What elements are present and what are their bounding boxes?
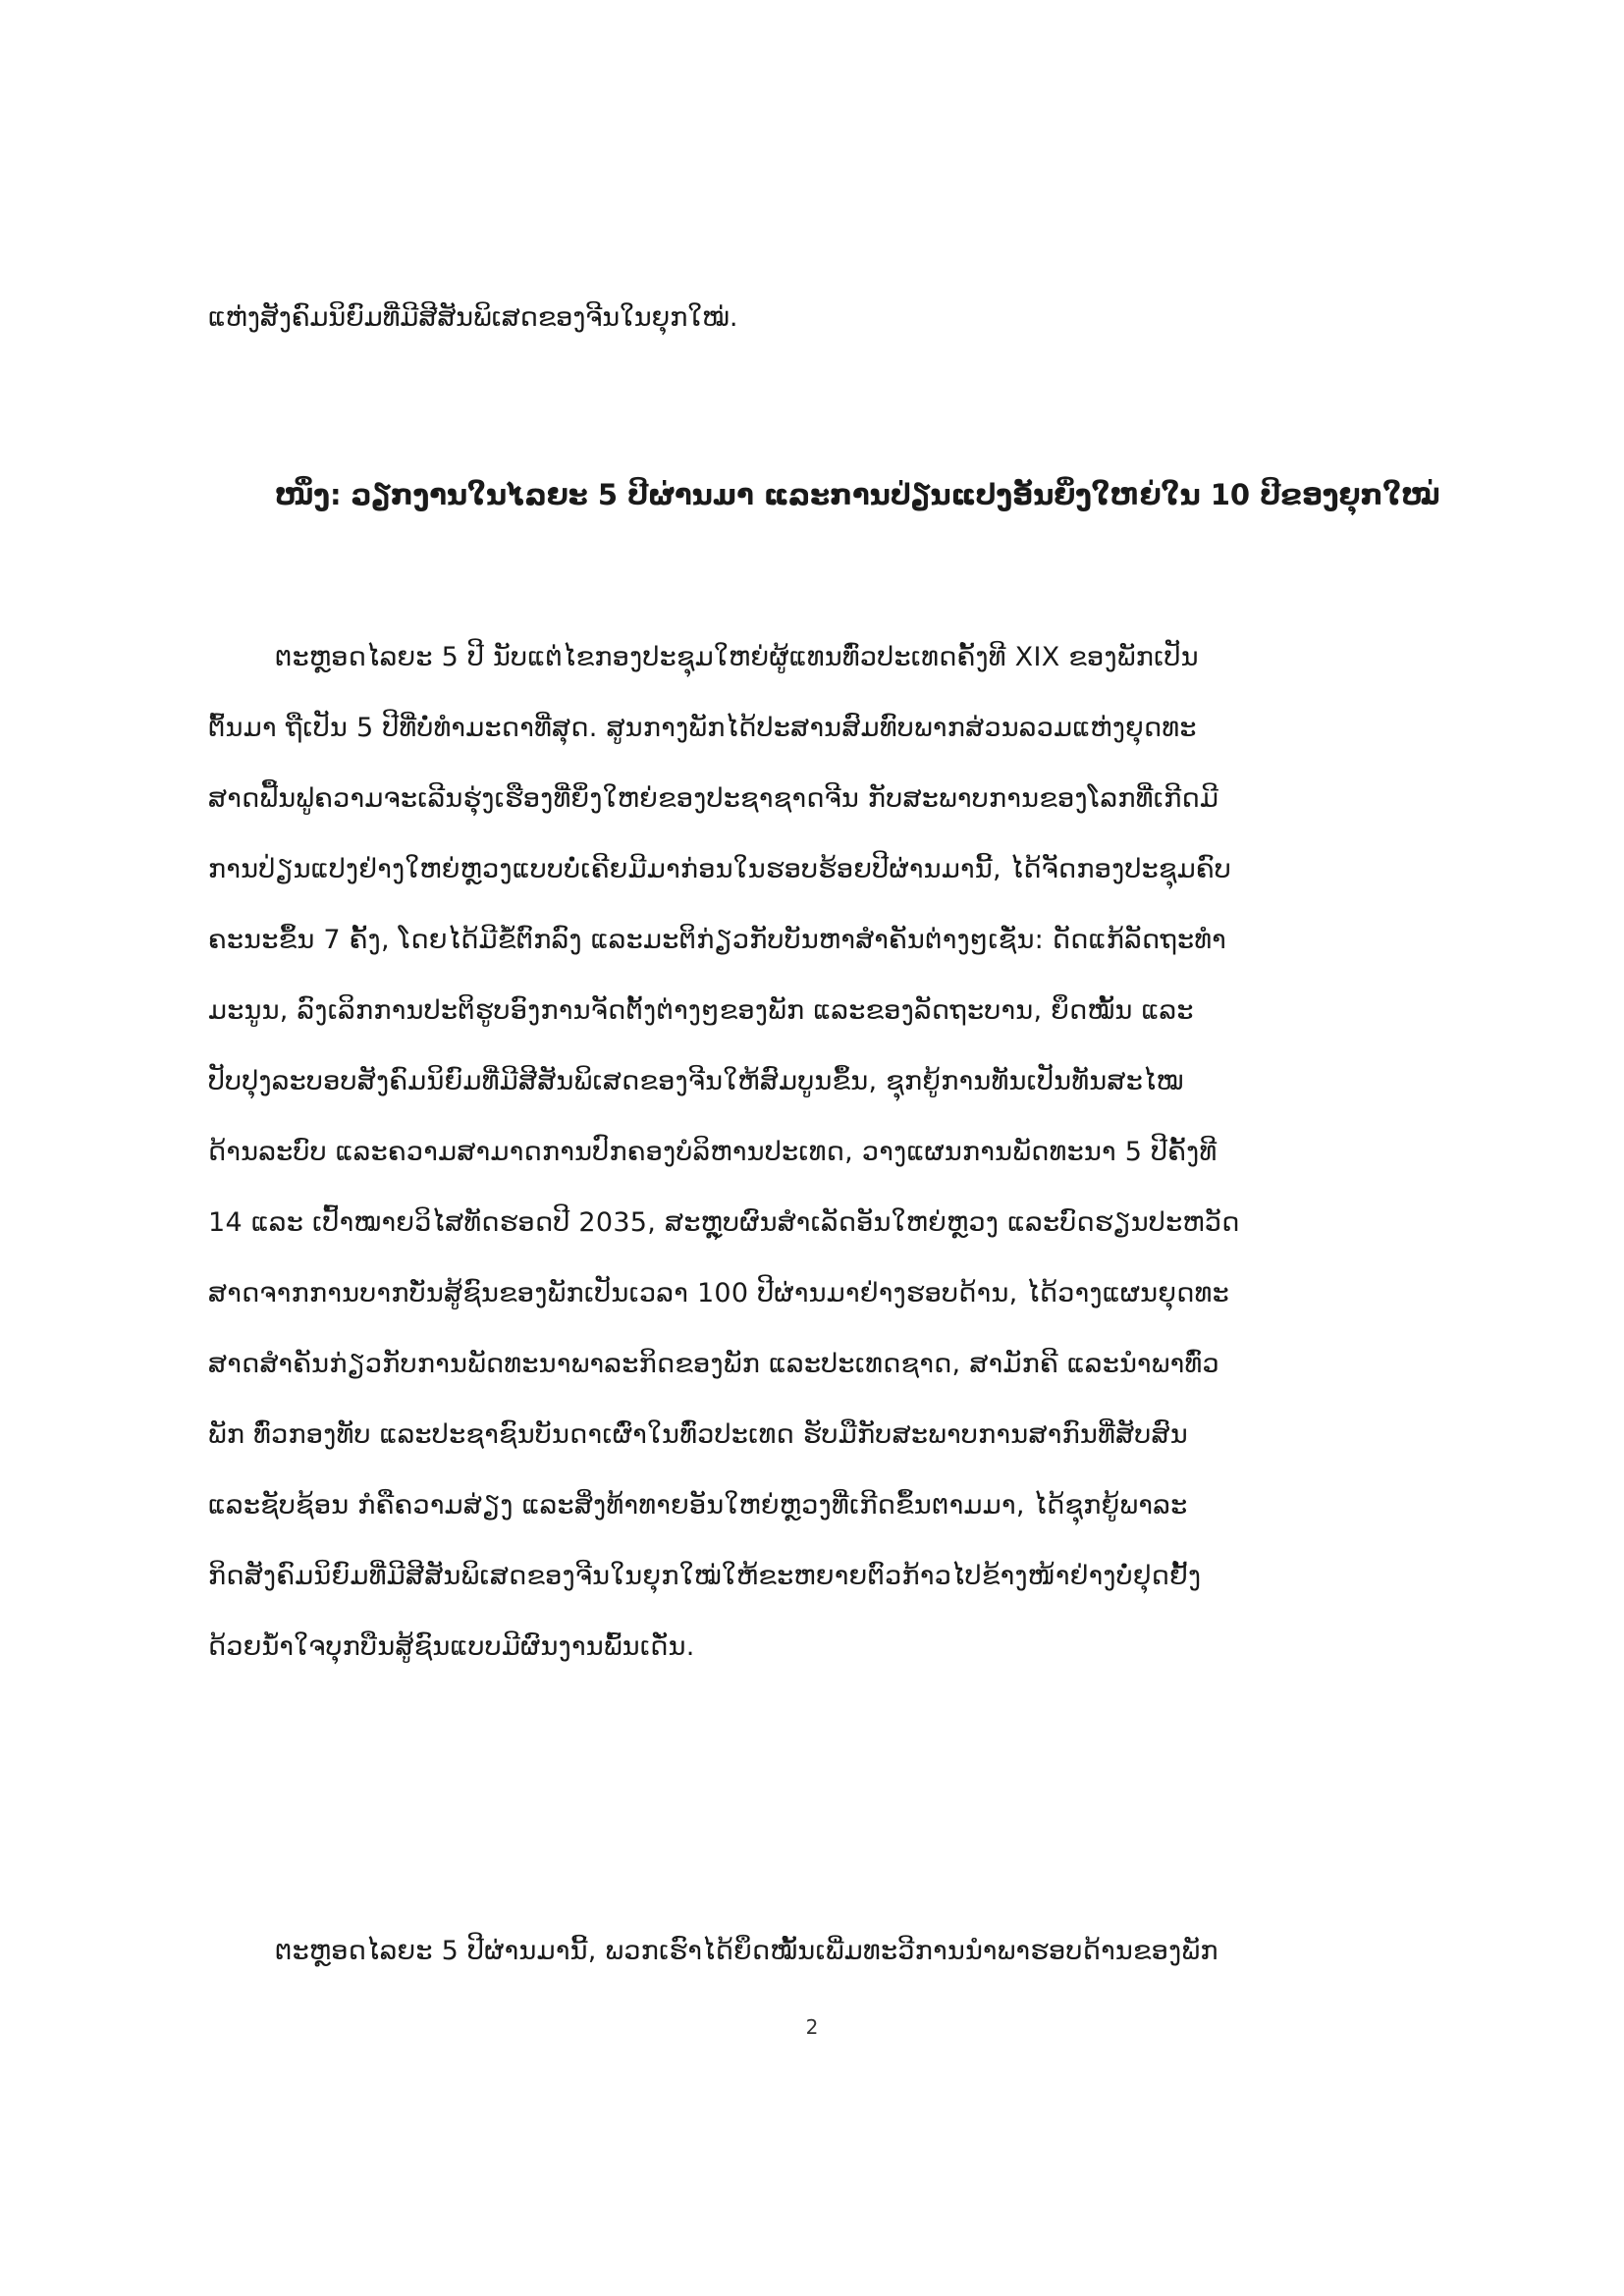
paragraph-line: ສາດສຳຄັນກ່ຽວກັບການພັດທະນາພາລະກິດຂອງພັກ ແລະປະເທດຊາດ, ສາມັກຄີ ແລະນຳພາທົ່ວ [208,1349,1219,1379]
paragraph-2 [208,1916,1416,1987]
lead-line: ແຫ່ງສັງຄົມນິຍົມທີ່ມີສີສັນພິເສດຂອງຈີນໃນຍຸກໃໝ່. [208,302,738,333]
paragraph-line: ຕະຫຼອດໄລຍະ 5 ປີ ນັບແຕ່ໄຂກອງປະຊຸມໃຫຍ່ຜູ້ແທນທົ່ວປະເທດຄັ້ງທີ XIX ຂອງພັກເປັນ [275,642,1199,672]
paragraph-line: ດ້ານລະບົບ ແລະຄວາມສາມາດການປົກຄອງບໍລິຫານປະເທດ, ວາງແຜນການພັດທະນາ 5 ປີຄັ້ງທີ [208,1137,1218,1167]
paragraph-line: ພັກ ທົ່ວກອງທັບ ແລະປະຊາຊົນບັນດາເຜົ່າໃນທົ່ວປະເທດ ຮັບມືກັບສະພາບການສາກົນທີ່ສັບສົນ [208,1419,1188,1450]
paragraph-line: ກິດສັງຄົມນິຍົມທີ່ມີສີສັນພິເສດຂອງຈີນໃນຍຸກໃໝ່ໃຫ້ຂະຫຍາຍຕົວກ້າວໄປຂ້າງໜ້າຢ່າງບໍ່ຢຸດຢັ້ງ [208,1561,1202,1591]
paragraph-line: ຕະຫຼອດໄລຍະ 5 ປີຜ່ານມານີ້, ພວກເຮົາໄດ້ຍຶດໝັ້ນເພີ່ມທະວີການນຳພາຮອບດ້ານຂອງພັກ [275,1936,1218,1966]
paragraph-line: 14 ແລະ ເປົ້າໝາຍວິໄສທັດຮອດປີ 2035, ສະຫຼຸບຜົນສຳເລັດອັນໃຫຍ່ຫຼວງ ແລະບົດຮຽນປະຫວັດ [208,1207,1240,1238]
page-number: 2 [805,2015,819,2039]
section-heading: ໜຶ່ງ: ວຽກງານໃນໄລຍະ 5 ປີຜ່ານມາ ແລະການປ່ຽນແປງອັນຍິ່ງໃຫຍ່ໃນ 10 ປີຂອງຍຸກໃໝ່ [275,478,1440,511]
paragraph-line: ປັບປຸງລະບອບສັງຄົມນິຍົມທີ່ມີສີສັນພິເສດຂອງຈີນໃຫ້ສົມບູນຂຶ້ນ, ຊຸກຍູ້ການທັນເປັນທັນສະໄໝ [208,1066,1184,1096]
paragraph-line: ຕົ້ນມາ ຖືເປັນ 5 ປີທີ່ບໍ່ທຳມະດາທີ່ສຸດ. ສູນກາງພັກໄດ້ປະສານສົມທົບພາກສ່ວນລວມແຫ່ງຍຸດທະ [208,713,1197,743]
paragraph-line: ດ້ວຍນ້ຳໃຈບຸກບືນສູ້ຊົນແບບມີຜົນງານພົ້ນເດັ່ນ. [208,1631,695,1662]
paragraph-line: ສາດຈາກການບາກບັ່ນສູ້ຊົນຂອງພັກເປັນເວລາ 100 ປີຜ່ານມາຢ່າງຮອບດ້ານ, ໄດ້ວາງແຜນຍຸດທະ [208,1278,1229,1308]
paragraph-line: ມະນູນ, ລົງເລິກການປະຕິຮູບອົງການຈັດຕັ້ງຕ່າງໆຂອງພັກ ແລະຂອງລັດຖະບານ, ຍຶດໝັ້ນ ແລະ [208,995,1194,1026]
paragraph-line: ຄະນະຂຶ້ນ 7 ຄັ້ງ, ໂດຍໄດ້ມີຂໍ້ຕົກລົງ ແລະມະຕິກ່ຽວກັບບັນຫາສຳຄັນຕ່າງໆເຊັ່ນ: ດັດແກ້ລັດຖະທຳ [208,925,1226,955]
paragraph-line: ແລະຊັບຊ້ອນ ກໍຄືຄວາມສ່ຽງ ແລະສິ່ງທ້າທາຍອັນໃຫຍ່ຫຼວງທີ່ເກີດຂຶ້ນຕາມມາ, ໄດ້ຊຸກຍູ້ພາລະ [208,1490,1188,1521]
paragraph-1 [208,622,1416,1682]
paragraph-line: ສາດຟື້ນຟູຄວາມຈະເລີນຮຸ່ງເຮືອງທີ່ຍິ່ງໃຫຍ່ຂອງປະຊາຊາດຈີນ ກັບສະພາບການຂອງໂລກທີ່ເກີດມີ [208,783,1219,814]
paragraph-line: ການປ່ຽນແປງຢ່າງໃຫຍ່ຫຼວງແບບບໍ່ເຄີຍມີມາກ່ອນໃນຮອບຮ້ອຍປີຜ່ານມານີ້, ໄດ້ຈັດກອງປະຊຸມຄົບ [208,854,1232,884]
